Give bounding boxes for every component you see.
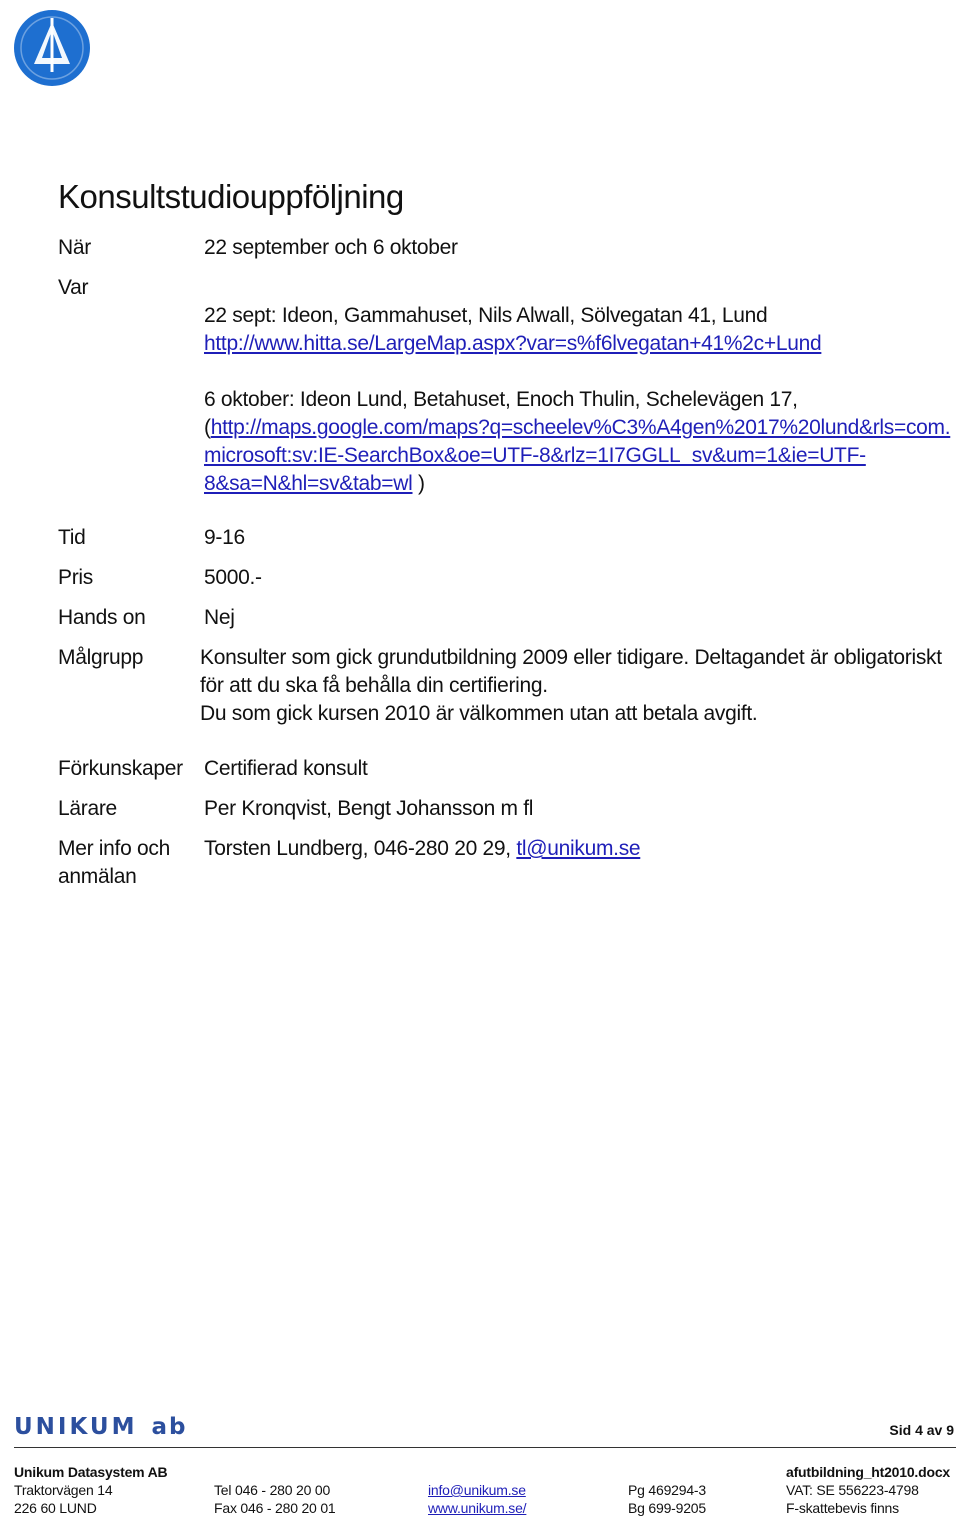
pris-label: Pris [58,566,93,589]
footer-fskatt: F-skattebevis finns [786,1500,899,1516]
hands-on-label: Hands on [58,606,146,629]
paren-close: ) [412,472,425,495]
malgrupp-label: Målgrupp [58,646,144,669]
footer-divider [14,1447,956,1448]
footer-bg: Bg 699-9205 [628,1500,706,1516]
malgrupp-line-2: för att du ska få behålla din certifiering. [200,674,548,697]
page-number: Sid 4 av 9 [889,1422,954,1438]
contact-email-link[interactable]: tl@unikum.se [516,837,641,860]
merinfo-label-line-2: anmälan [58,865,137,888]
unikum-logo-icon [12,8,92,88]
nar-label: När [58,236,91,259]
forkunskaper-value: Certifierad konsult [204,757,368,780]
hands-on-value: Nej [204,606,235,629]
footer-filename: afutbildning_ht2010.docx [786,1464,950,1480]
malgrupp-line-3: Du som gick kursen 2010 är välkommen utan att betala avgift. [200,702,758,725]
merinfo-label [58,835,170,891]
forkunskaper-label: Förkunskaper [58,757,183,780]
var-line-2: 6 oktober: Ideon Lund, Betahuset, Enoch Thulin, Schelevägen 17, [204,388,798,411]
paren-open: ( [204,416,211,439]
larare-label: Lärare [58,797,117,820]
malgrupp-line-1: Konsulter som gick grundutbildning 2009 eller tidigare. Deltagandet är obligatoriskt [200,646,942,669]
larare-value: Per Kronqvist, Bengt Johansson m fl [204,797,534,820]
merinfo-contact: Torsten Lundberg, 046-280 20 29, [204,837,517,860]
footer-tel: Tel 046 - 280 20 00 [214,1482,331,1498]
merinfo-label-line-1: Mer info och [58,837,170,860]
tid-value: 9-16 [204,526,245,549]
google-map-link-part-3[interactable]: 8&sa=N&hl=sv&tab=wl [204,472,413,495]
var-block-2 [204,386,950,498]
google-map-link-part-2[interactable]: microsoft:sv:IE-SearchBox&oe=UTF-8&rlz=1I7GGLL_sv&um=1&ie=UTF- [204,444,866,467]
var-block-1 [204,302,821,358]
footer-company: Unikum Datasystem AB [14,1464,168,1480]
footer-pg: Pg 469294-3 [628,1482,706,1498]
footer-fax: Fax 046 - 280 20 01 [214,1500,336,1516]
var-label: Var [58,276,89,299]
footer-email-link[interactable]: info@unikum.se [428,1482,526,1498]
nar-value: 22 september och 6 oktober [204,236,458,259]
unikum-brand-logo: UNIKUM ab [14,1414,188,1440]
var-line-1: 22 sept: Ideon, Gammahuset, Nils Alwall, Sölvegatan 41, Lund [204,304,768,327]
pris-value: 5000.- [204,566,262,589]
tid-label: Tid [58,526,86,549]
footer-address-2: 226 60 LUND [14,1500,97,1516]
page-title: Konsultstudiouppföljning [58,178,404,215]
footer-address-1: Traktorvägen 14 [14,1482,113,1498]
footer-vat: VAT: SE 556223-4798 [786,1482,919,1498]
footer-web-link[interactable]: www.unikum.se/ [428,1500,527,1516]
merinfo-value [204,835,640,863]
malgrupp-value [200,644,942,728]
google-map-link-part-1[interactable]: http://maps.google.com/maps?q=scheelev%C3%A4gen%2017%20lund&rls=com. [210,416,951,439]
hitta-map-link[interactable]: http://www.hitta.se/LargeMap.aspx?var=s%f6lvegatan+41%2c+Lund [204,332,822,355]
